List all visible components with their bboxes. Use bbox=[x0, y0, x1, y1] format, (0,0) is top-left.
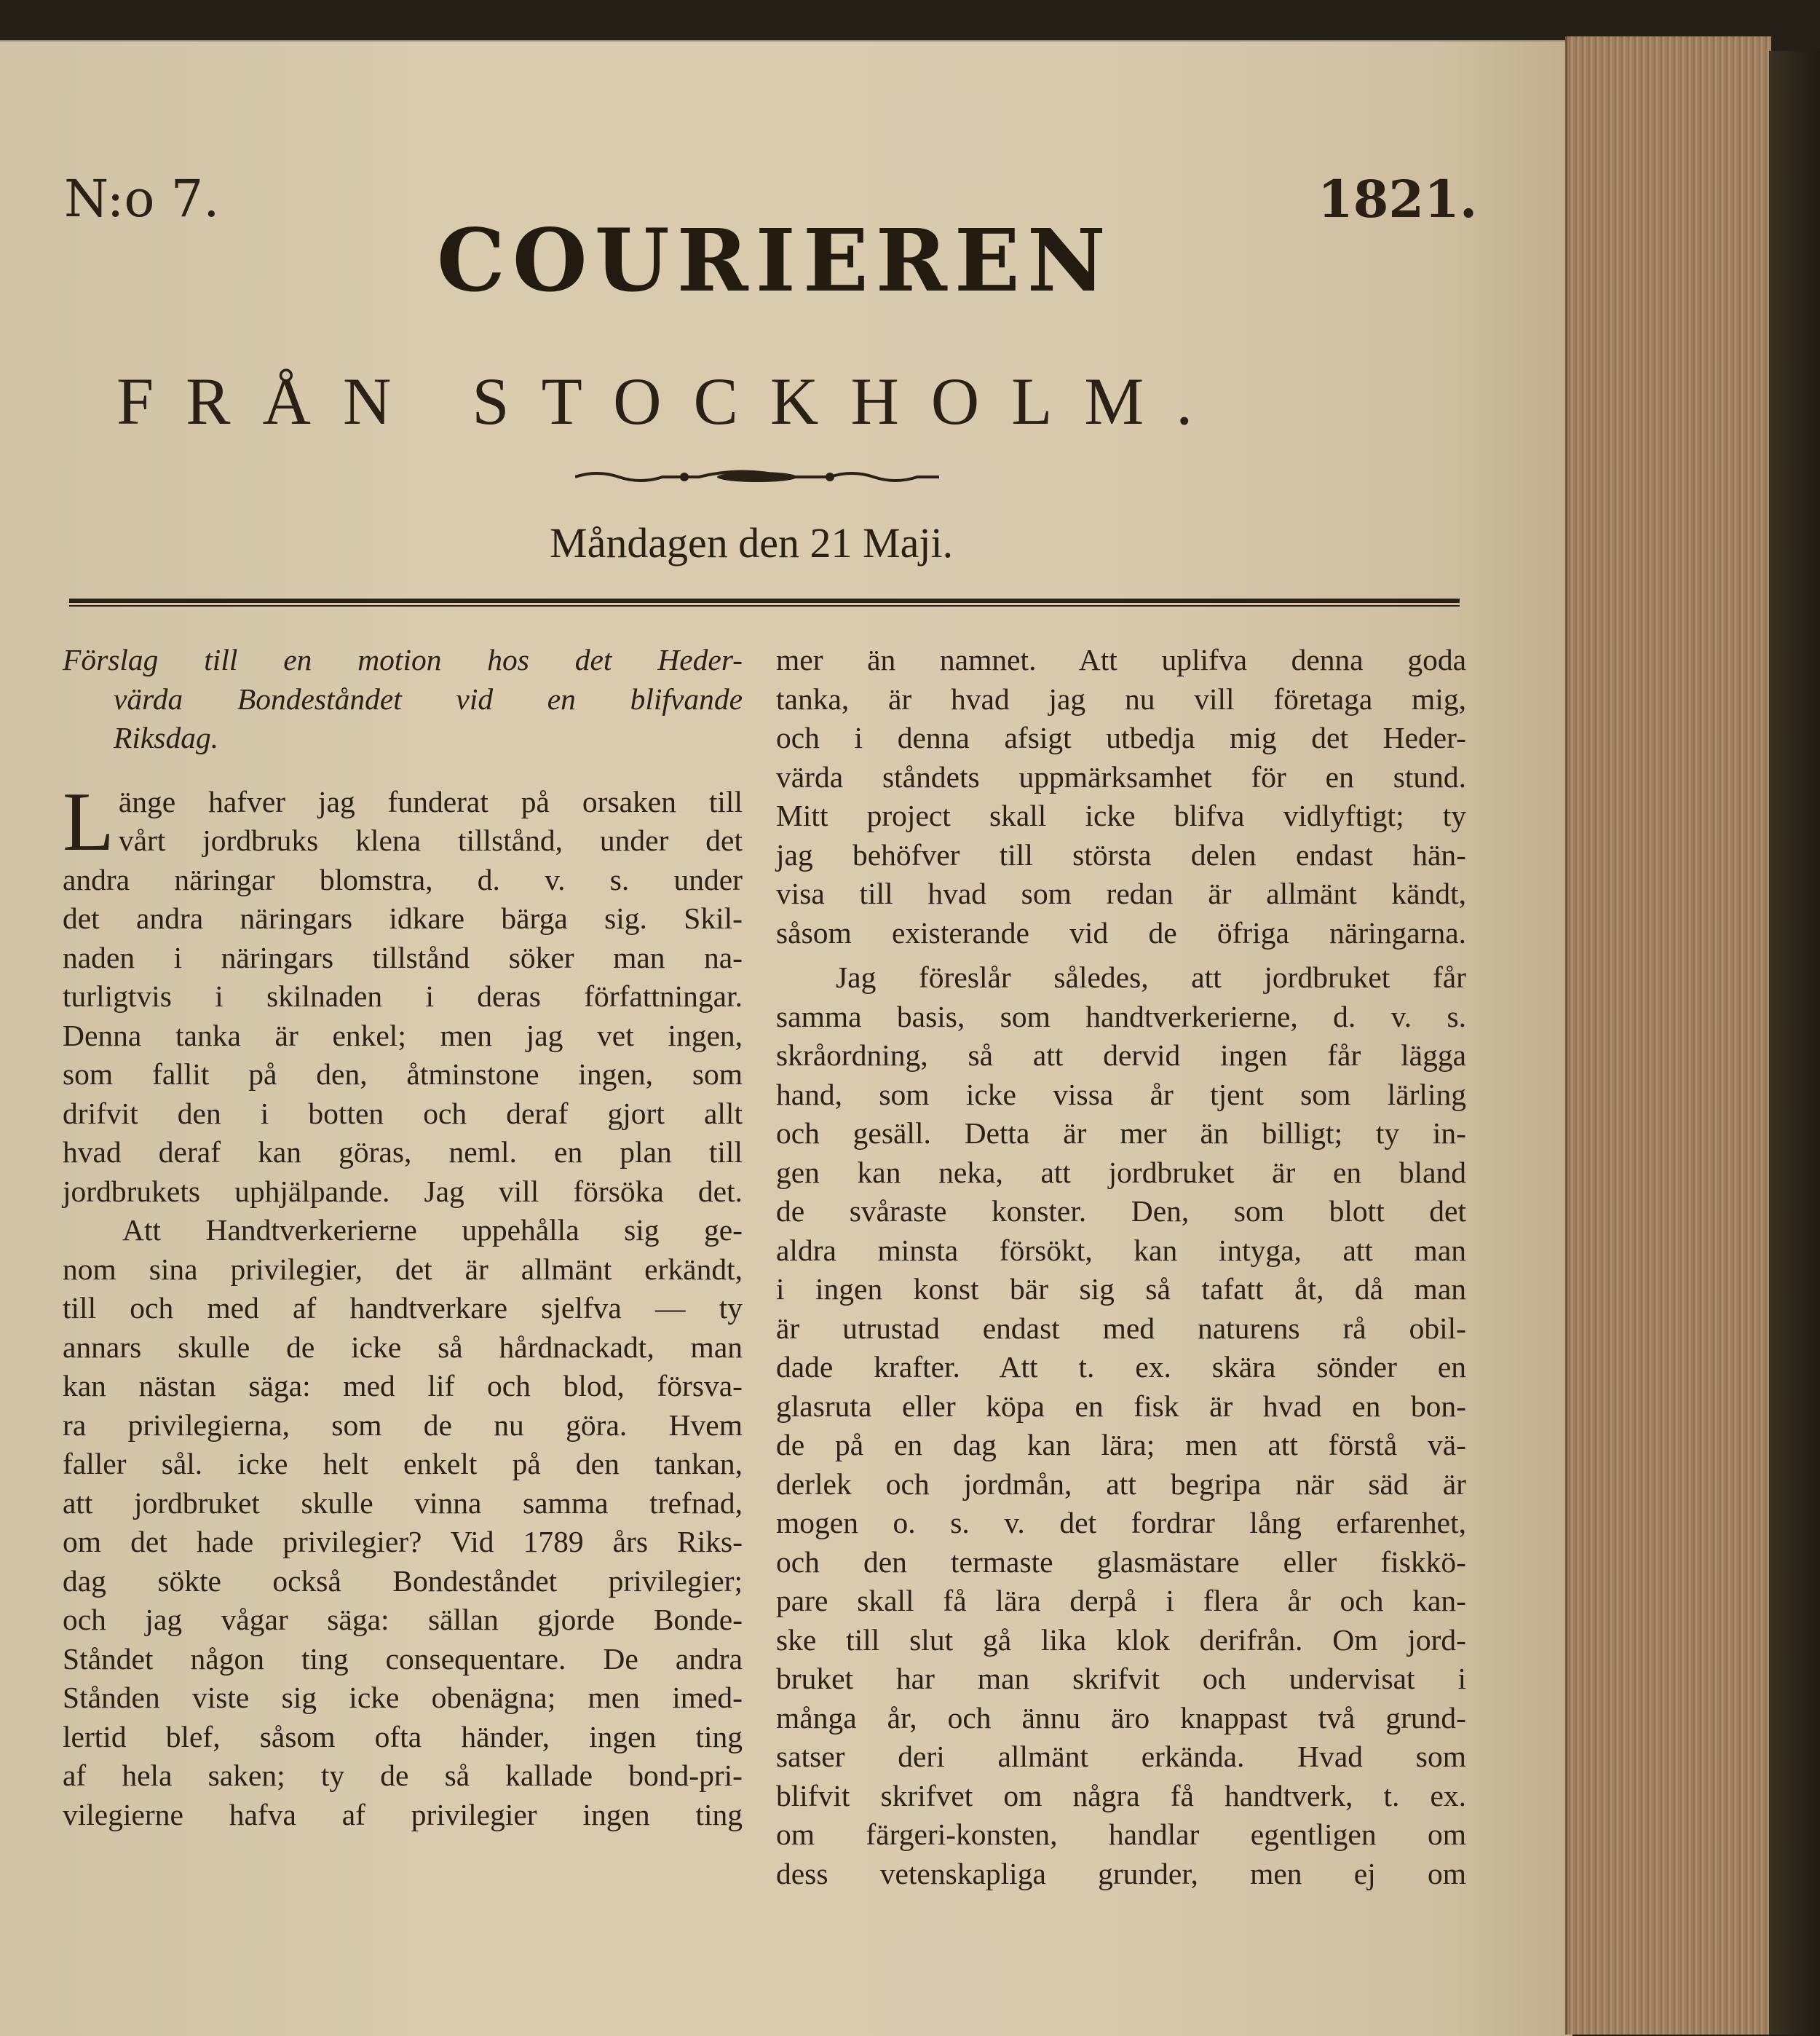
text-line: dade krafter. Att t. ex. skära sönder en bbox=[776, 1350, 1466, 1384]
text-line: aldra minsta försökt, kan intyga, att man bbox=[776, 1233, 1466, 1267]
text-line: mer än namnet. Att uplifva denna goda bbox=[776, 643, 1466, 676]
text-line: änge hafver jag funderat på orsaken till bbox=[118, 784, 743, 818]
text-line: om det hade privilegier? Vid 1789 års Riks- bbox=[63, 1525, 743, 1558]
text-line: turligtvis i skilnaden i deras författningar. bbox=[63, 979, 743, 1013]
text-line: de på en dag kan lära; men att förstå vä- bbox=[776, 1428, 1466, 1461]
article-heading-line: värda Bondeståndet vid en blifvande bbox=[114, 682, 743, 716]
text-line: ske till slut gå lika klok derifrån. Om jord- bbox=[776, 1622, 1466, 1657]
text-line: blifvit skrifvet om några få handtverk, t. ex. bbox=[776, 1778, 1466, 1812]
article-heading-line: Förslag till en motion hos det Heder- bbox=[63, 643, 743, 676]
text-line: vårt jordbruks klena tillstånd, under det bbox=[118, 824, 743, 857]
article-heading-line: Riksdag. bbox=[114, 721, 219, 754]
text-line: lertid blef, såsom ofta händer, ingen ting bbox=[63, 1719, 743, 1753]
text-line: många år, och ännu äro knappast två grund- bbox=[776, 1700, 1466, 1735]
left-column bbox=[63, 641, 743, 1834]
text-line: att jordbruket skulle vinna samma trefnad, bbox=[63, 1485, 743, 1520]
text-line: värda ståndets uppmärksamhet för en stund. bbox=[776, 759, 1466, 794]
text-line: naden i näringars tillstånd söker man na- bbox=[63, 940, 743, 974]
text-line: jordbrukets uphjälpande. Jag vill försöka det. bbox=[63, 1174, 743, 1208]
issue-date: Måndagen den 21 Maji. bbox=[550, 519, 954, 567]
text-line: om färgeri-konsten, handlar egentligen om bbox=[776, 1818, 1466, 1851]
text-line: pare skall få lära derpå i flera år och kan- bbox=[776, 1584, 1466, 1617]
issue-number: N:o 7. bbox=[64, 169, 220, 229]
text-line: Mitt project skall icke blifva vidlyftigt; ty bbox=[776, 799, 1466, 832]
text-line: Jag föreslår således, att jordbruket får bbox=[836, 960, 1466, 994]
text-line: Att Handtverkerierne uppehålla sig ge- bbox=[122, 1213, 743, 1247]
text-line: hvad deraf kan göras, neml. en plan till bbox=[63, 1135, 743, 1169]
text-line: gen kan neka, att jordbruket är en bland bbox=[776, 1155, 1466, 1189]
text-line: såsom existerande vid de öfriga näringarna. bbox=[776, 915, 1466, 950]
text-line: dag sökte också Bondeståndet privilegier; bbox=[63, 1563, 743, 1598]
issue-year: 1821. bbox=[1318, 169, 1478, 229]
text-line: hand, som icke vissa år tjent som lärling bbox=[776, 1077, 1466, 1111]
text-line: Ståndet någon ting consequentare. De andra bbox=[63, 1641, 743, 1676]
text-line: och i denna afsigt utbedja mig det Heder- bbox=[776, 721, 1466, 754]
book-page-edges bbox=[1565, 36, 1771, 2035]
book-binding bbox=[1769, 51, 1820, 2035]
text-line: visa till hvad som redan är allmänt kändt, bbox=[776, 877, 1466, 910]
text-line: glasruta eller köpa en fisk är hvad en bon- bbox=[776, 1389, 1466, 1423]
text-line: derlek och jordmån, att begripa när säd är bbox=[776, 1467, 1466, 1501]
text-line: ra privilegierna, som de nu göra. Hvem bbox=[63, 1408, 743, 1442]
text-line: andra näringar blomstra, d. v. s. under bbox=[63, 862, 743, 896]
text-line: vilegierne hafva af privilegier ingen ting bbox=[63, 1797, 743, 1831]
header-rule bbox=[69, 599, 1460, 607]
newspaper-subtitle: FRÅN STOCKHOLM. bbox=[116, 364, 1225, 438]
text-line: och den termaste glasmästare eller fiskkö- bbox=[776, 1544, 1466, 1579]
right-column bbox=[776, 641, 1466, 1893]
text-line: det andra näringars idkare bärga sig. Skil- bbox=[63, 901, 743, 935]
text-line: bruket har man skrifvit och undervisat i bbox=[776, 1662, 1466, 1695]
text-line: tanka, är hvad jag nu vill företaga mig, bbox=[776, 682, 1466, 716]
text-line: Denna tanka är enkel; men jag vet ingen, bbox=[63, 1018, 743, 1052]
text-line: dess vetenskapliga grunder, men ej om bbox=[776, 1856, 1466, 1890]
text-line: i ingen konst bär sig så tafatt åt, då man bbox=[776, 1272, 1466, 1306]
text-line: Stånden viste sig icke obenägna; men imed- bbox=[63, 1681, 743, 1714]
text-line: annars skulle de icke så hårdnackadt, man bbox=[63, 1330, 743, 1364]
text-line: samma basis, som handtverkerierne, d. v. s. bbox=[776, 999, 1466, 1033]
text-line: de svåraste konster. Den, som blott det bbox=[776, 1194, 1466, 1228]
newspaper-title: COURIEREN bbox=[437, 210, 1113, 311]
text-line: nom sina privilegier, det är allmänt erkändt, bbox=[63, 1252, 743, 1286]
text-line: drifvit den i botten och deraf gjort allt bbox=[63, 1096, 743, 1130]
text-line: till och med af handtverkare sjelfva — ty bbox=[63, 1291, 743, 1325]
ornament-divider-icon bbox=[575, 466, 939, 488]
text-line: är utrustad endast med naturens rå obil- bbox=[776, 1311, 1466, 1345]
drop-cap: L bbox=[63, 775, 114, 869]
text-line: jag behöfver till största delen endast hän- bbox=[776, 837, 1466, 872]
text-line: satser deri allmänt erkända. Hvad som bbox=[776, 1740, 1466, 1773]
text-line: skråordning, så att dervid ingen får lägga bbox=[776, 1038, 1466, 1072]
text-line: mogen o. s. v. det fordrar lång erfarenhet, bbox=[776, 1506, 1466, 1539]
text-line: som fallit på den, åtminstone ingen, som bbox=[63, 1057, 743, 1091]
text-line: och jag vågar säga: sällan gjorde Bonde- bbox=[63, 1603, 743, 1636]
text-line: och gesäll. Detta är mer än billigt; ty in- bbox=[776, 1116, 1466, 1150]
text-line: af hela saken; ty de så kallade bond-pri- bbox=[63, 1759, 743, 1792]
text-line: kan nästan säga: med lif och blod, försva- bbox=[63, 1369, 743, 1402]
text-line: faller sål. icke helt enkelt på den tankan, bbox=[63, 1447, 743, 1480]
